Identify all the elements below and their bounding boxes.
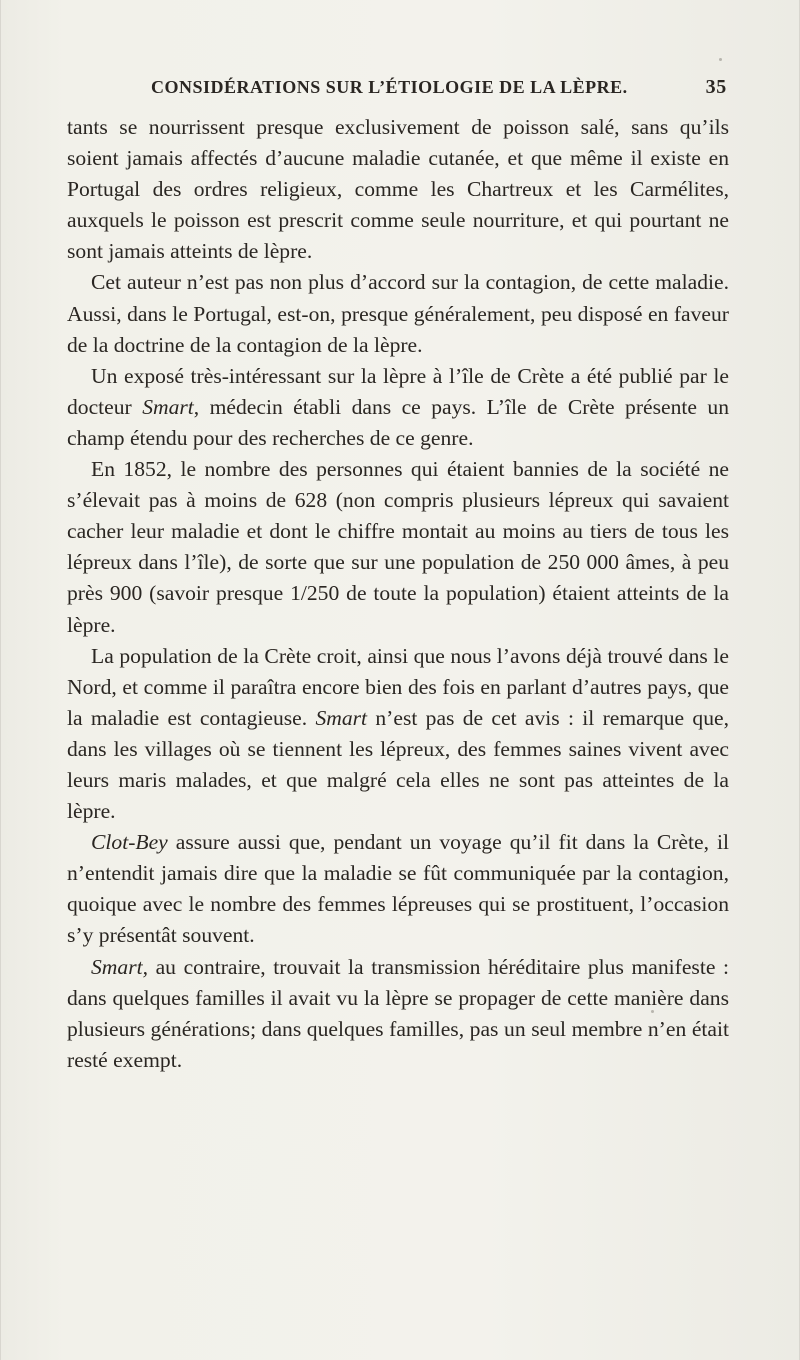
author-name: Smart bbox=[315, 705, 368, 730]
paragraph-text: Un exposé très-intéressant sur la lèpre à l’île de Crète a été publié par le docteur bbox=[67, 363, 729, 419]
paragraph-text: , médecin établi dans ce pays. L’île de Crète présente un champ étendu pour des recherches de ce genre. bbox=[67, 394, 729, 450]
paragraph-text: assure aussi que, pendant un voyage qu’il fit dans la Crète, il n’entendit jamais dire que la maladie se fût communiquée par la contagion, quoique avec le nombre des femmes lépreuses qui se prostituent, l’occasion s’y présentât souvent. bbox=[67, 830, 729, 948]
author-name: Smart bbox=[142, 394, 194, 419]
paragraph-text: La population de la Crète croit, ainsi que nous l’avons déjà trouvé dans le Nord, et comme il paraîtra encore bien des fois en parlant d’autres pays, que la maladie est contagieuse. bbox=[67, 643, 729, 730]
paragraph-population-belief bbox=[67, 641, 729, 828]
author-name: Clot-Bey bbox=[91, 830, 168, 855]
paragraph-statistics-1852: En 1852, le nombre des personnes qui étaient bannies de la société ne s’élevait pas à moins de 628 (non compris plusieurs lépreux qui savaient cacher leur maladie et dont le chiffre montait au moins au tiers de tous les lépreux dans l’île), de sorte que sur une population de 250 000 âmes, à peu près 900 (savoir presque 1/250 de toute la population) étaient atteints de la lèpre. bbox=[67, 457, 729, 637]
paper-speck bbox=[651, 1010, 654, 1013]
paragraph-contagion-portugal: Cet auteur n’est pas non plus d’accord sur la contagion, de cette maladie. Aussi, dans le Portugal, est-on, presque généralement, peu disposé en faveur de la doctrine de la contagion de la lèpre. bbox=[67, 270, 729, 357]
running-title: CONSIDÉRATIONS SUR L’ÉTIOLOGIE DE LA LÈPRE. bbox=[151, 77, 628, 97]
paper-speck bbox=[719, 58, 722, 61]
paragraph-heredity bbox=[67, 952, 729, 1076]
running-header bbox=[67, 76, 727, 99]
paragraph-text: n’est pas de cet avis : il remarque que, dans les villages où se tiennent les lépreux, des femmes saines vivent avec leurs maris malades, et que malgré cela elles ne sont pas atteintes de la lèpre. bbox=[67, 705, 729, 824]
page-number: 35 bbox=[705, 76, 727, 98]
body-text bbox=[67, 112, 729, 1076]
paragraph-clot-bey bbox=[67, 827, 729, 951]
paragraph-text: au contraire, trouvait la transmission héréditaire plus manifeste : dans quelques familles il avait vu la lèpre se propager de cette manière dans plusieurs générations; dans quelques familles, pas un seul membre n’en était resté exempt. bbox=[67, 954, 729, 1072]
paragraph-continuation: tants se nourrissent presque exclusivement de poisson salé, sans qu’ils soient jamais affectés d’aucune maladie cutanée, et que même il existe en Portugal des ordres religieux, comme les Chartreux et les Carmélites, auxquels le poisson est prescrit comme seule nourriture, et qui pourtant ne sont jamais atteints de lèpre. bbox=[67, 115, 729, 264]
author-name: Smart, bbox=[91, 954, 148, 979]
paragraph-crete-report bbox=[67, 361, 729, 454]
